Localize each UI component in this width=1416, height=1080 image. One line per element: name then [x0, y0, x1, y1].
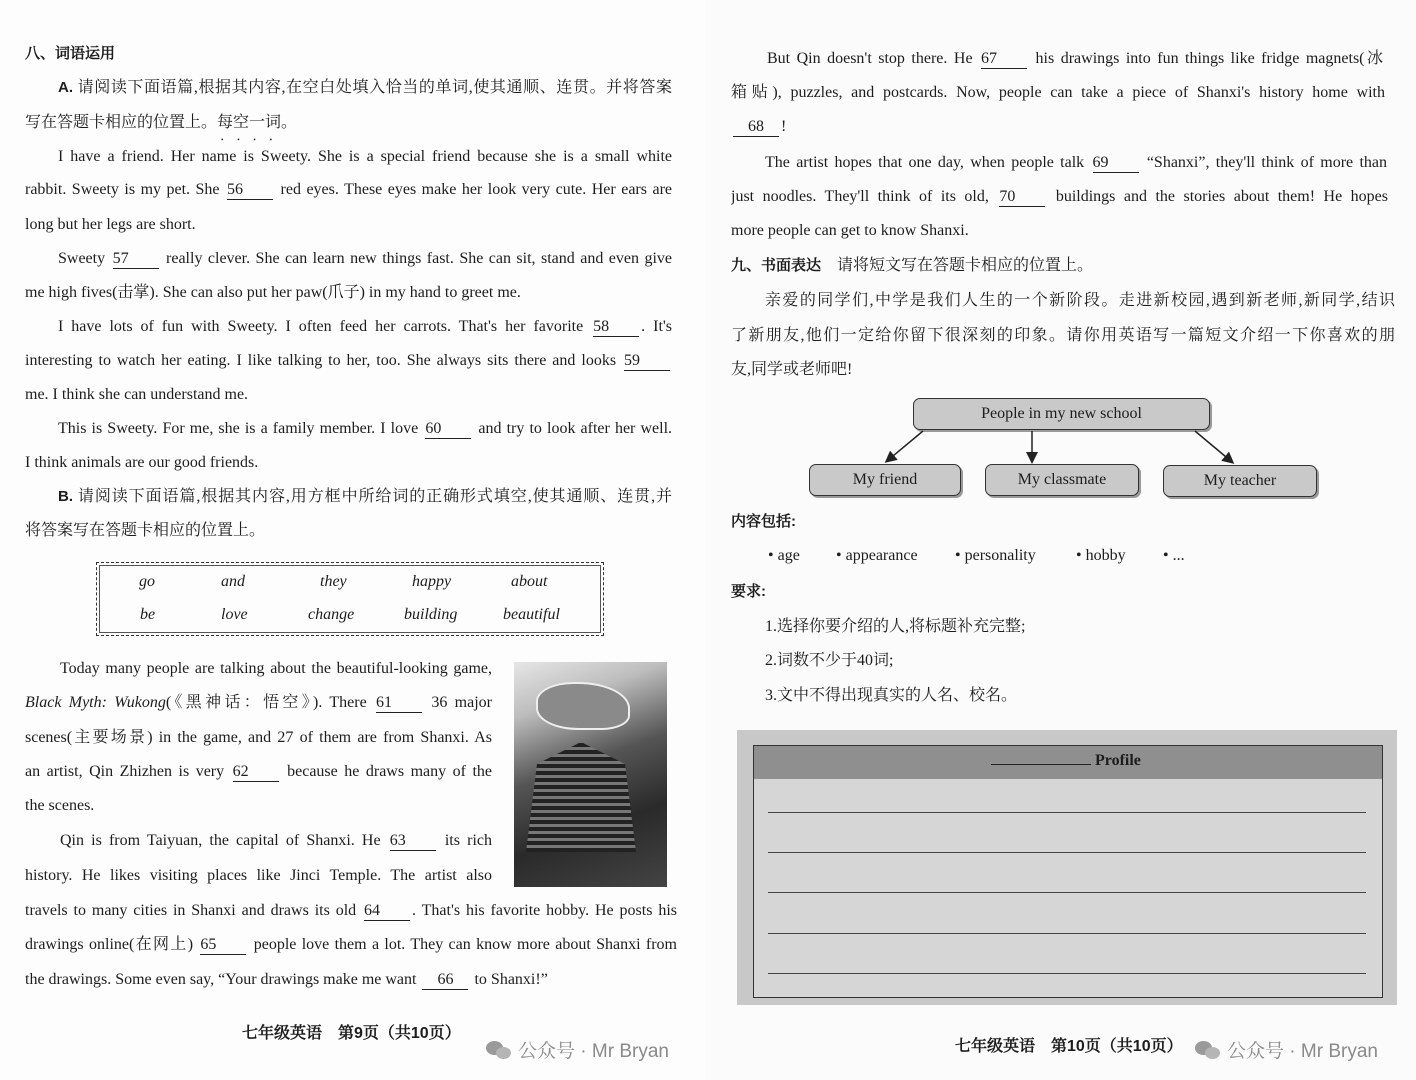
text-line: [58, 417, 672, 441]
watermark: [486, 1036, 669, 1063]
diagram-node: My teacher: [1163, 465, 1317, 497]
watermark: [1195, 1036, 1378, 1063]
answer-blank[interactable]: 67: [981, 50, 1027, 69]
text-line: [25, 760, 492, 784]
text-line: [731, 580, 766, 604]
word: and: [221, 573, 245, 590]
text: red eyes. These eyes make her look very cute. Her ears are: [275, 181, 672, 198]
word: they: [320, 573, 347, 590]
text: buildings and the stories about them! He hopes: [1047, 188, 1388, 205]
answer-blank[interactable]: 66: [422, 971, 468, 990]
word-box: [96, 562, 604, 636]
heading: 九、书面表达: [731, 257, 822, 274]
text: travels to many cities in Shanxi and draws its old: [25, 902, 363, 919]
text: an artist, Qin Zhizhen is very: [25, 763, 231, 780]
text: just noodles. They'll think of its old,: [731, 188, 998, 205]
text-line: [25, 794, 94, 818]
text: . It's: [641, 318, 672, 335]
answer-blank[interactable]: 63: [390, 832, 436, 851]
page-9: [0, 0, 705, 1080]
text-line: [25, 691, 492, 715]
heading: 要求:: [731, 583, 766, 600]
text: history. He likes visiting places like Jinci Temple. The artist also: [25, 867, 492, 884]
text: 1.选择你要介绍的人,将标题补充完整;: [765, 618, 1026, 635]
text: its rich: [437, 832, 492, 849]
answer-blank[interactable]: 62: [233, 763, 279, 782]
text: . That's his favorite hobby. He posts his: [412, 902, 677, 919]
text-line: [58, 76, 672, 100]
artwork-photo: [514, 662, 667, 887]
answer-blank[interactable]: 61: [376, 694, 422, 713]
text: 将答案写在答题卡相应的位置上。: [25, 522, 266, 539]
answer-blank[interactable]: 57: [113, 250, 159, 269]
text-line: [765, 684, 1017, 708]
text-line: [60, 829, 492, 853]
text-line: [765, 289, 1395, 313]
emphasis-text: 每空一词 • • • •: [217, 114, 281, 131]
writing-line: [768, 812, 1366, 813]
word: change: [308, 606, 355, 623]
text: really clever. She can learn new things fast. She can sit, stand and even give: [160, 250, 672, 267]
text-line: [25, 213, 196, 237]
profile-title: Profile: [1095, 752, 1141, 769]
text: 36 major: [424, 694, 492, 711]
writing-line: [768, 852, 1366, 853]
text-line: [58, 485, 672, 509]
answer-blank[interactable]: 65: [200, 936, 246, 955]
text-line: [60, 657, 492, 681]
bullet-item: • age: [768, 547, 800, 564]
text: his drawings into fun things like fridge magnets(冰: [1029, 50, 1383, 67]
text-line: [731, 510, 796, 534]
text-line: [25, 899, 677, 923]
bullet-item: • personality: [955, 547, 1036, 564]
text-line: [25, 111, 297, 135]
text: Qin is from Taiyuan, the capital of Shanxi. He: [60, 832, 388, 849]
bullet-item: • appearance: [836, 547, 918, 564]
section-title: 八、词语运用: [25, 45, 116, 62]
text: long but her legs are short.: [25, 216, 196, 233]
answer-blank[interactable]: 64: [364, 902, 410, 921]
text: 了新朋友,他们一定给你留下很深刻的印象。请你用英语写一篇短文介绍一下你喜欢的朋: [731, 327, 1395, 344]
text: 亲爱的同学们,中学是我们人生的一个新阶段。走进新校园,遇到新老师,新同学,结识: [765, 292, 1395, 309]
heading: B.: [58, 488, 73, 505]
word: about: [511, 573, 548, 590]
diagram-node: My classmate: [985, 464, 1139, 496]
word: go: [139, 573, 155, 590]
writing-line: [768, 973, 1366, 974]
text-line: [58, 247, 672, 271]
text: I have lots of fun with Sweety. I often feed her carrots. That's her favorite: [58, 318, 592, 335]
bullet-item: • ...: [1163, 547, 1185, 564]
diagram-root: People in my new school: [913, 398, 1210, 430]
heading: A.: [58, 79, 73, 96]
answer-blank[interactable]: 69: [1093, 154, 1139, 173]
text-line: [765, 649, 893, 673]
text: 请将短文写在答题卡相应的位置上。: [821, 257, 1094, 274]
text-line: [731, 324, 1395, 348]
text-line: [731, 254, 1093, 278]
title-blank[interactable]: [991, 764, 1091, 765]
text: to Shanxi!”: [470, 971, 548, 988]
text: The artist hopes that one day, when people talk: [765, 154, 1091, 171]
answer-blank[interactable]: 60: [425, 420, 471, 439]
watermark-text: 公众号 · Mr Bryan: [1227, 1041, 1378, 1062]
text-line: [25, 281, 521, 305]
text: 箱贴), puzzles, and postcards. Now, people can take a piece of Shanxi's history home with: [731, 84, 1385, 101]
diagram-node: My friend: [809, 464, 961, 496]
text-line: [25, 349, 672, 373]
text-line: [767, 47, 1383, 71]
text: me high fives(击掌). She can also put her paw(爪子) in my hand to greet me.: [25, 284, 521, 301]
text: 友,同学或老师吧!: [731, 361, 853, 378]
text-line: [25, 968, 548, 992]
writing-line: [768, 933, 1366, 934]
text: I think animals are our good friends.: [25, 454, 259, 471]
text-line: [731, 219, 969, 243]
answer-blank[interactable]: 58: [593, 318, 639, 337]
text-line: [25, 933, 677, 957]
text-line: [25, 178, 672, 202]
text: I have a friend. Her name is Sweety. She is a special friend because she is a small white: [58, 148, 672, 165]
text-line: [25, 864, 492, 888]
text-line: [731, 115, 786, 139]
answer-blank[interactable]: 70: [999, 188, 1045, 207]
text: Sweety: [58, 250, 111, 267]
text: drawings online(在网上): [25, 936, 199, 953]
text-line: [25, 451, 258, 475]
answer-blank[interactable]: 59: [624, 352, 670, 371]
page-footer: 七年级英语 第9页（共10页）: [242, 1025, 461, 1042]
text-line: [731, 81, 1385, 105]
text-line: [25, 383, 248, 407]
answer-blank[interactable]: 56: [227, 181, 273, 200]
bullet-item: • hobby: [1076, 547, 1126, 564]
profile-writing-area[interactable]: [753, 745, 1383, 998]
text: because he draws many of the: [280, 763, 492, 780]
text: 3.文中不得出现真实的人名、校名。: [765, 687, 1018, 704]
text-line: [765, 151, 1387, 175]
text: 请阅读下面语篇,根据其内容,用方框中所给词的正确形式填空,使其通顺、连贯,并: [73, 488, 672, 505]
text: the scenes.: [25, 797, 95, 814]
word: love: [221, 606, 248, 623]
wechat-icon: [1195, 1039, 1221, 1061]
page-footer: 七年级英语 第10页（共10页）: [955, 1038, 1183, 1055]
text: !: [781, 118, 787, 135]
text: interesting to watch her eating. I like talking to her, too. She always sits there and looks: [25, 352, 622, 369]
word: building: [404, 606, 458, 623]
text: rabbit. Sweety is my pet. She: [25, 181, 226, 198]
text: people love them a lot. They can know more about Shanxi from: [248, 936, 677, 953]
text-line: [731, 185, 1388, 209]
word: happy: [412, 573, 452, 590]
text-line: [25, 726, 492, 750]
game-title: Black Myth: Wukong: [25, 694, 166, 711]
text: 请阅读下面语篇,根据其内容,在空白处填入恰当的单词,使其通顺、连贯。并将答案: [73, 79, 672, 96]
text-line: [58, 315, 672, 339]
text: and try to look after her well.: [473, 420, 672, 437]
text: scenes(主要场景) in the game, and 27 of them are from Shanxi. As: [25, 729, 492, 746]
text: “Shanxi”, they'll think of more than: [1140, 154, 1387, 171]
heading: 内容包括:: [731, 513, 796, 530]
text-line: [731, 358, 852, 382]
word: be: [140, 606, 156, 623]
wechat-icon: [486, 1039, 512, 1061]
word: beautiful: [503, 606, 560, 623]
profile-header: [754, 746, 1382, 779]
text: me. I think she can understand me.: [25, 386, 249, 403]
text: 。: [281, 114, 298, 131]
watermark-text: 公众号 · Mr Bryan: [518, 1041, 669, 1062]
answer-blank[interactable]: 68: [733, 118, 779, 137]
text: the drawings. Some even say, “Your drawings make me want: [25, 971, 421, 988]
text: This is Sweety. For me, she is a family member. I love: [58, 420, 424, 437]
text-line: [765, 615, 1025, 639]
writing-line: [768, 892, 1366, 893]
text: more people can get to know Shanxi.: [731, 222, 969, 239]
text: 写在答题卡相应的位置上。: [25, 114, 218, 131]
text: Today many people are talking about the beautiful-looking game,: [60, 660, 492, 677]
text-line: [58, 145, 672, 169]
text: But Qin doesn't stop there. He: [767, 50, 980, 67]
text: 2.词数不少于40词;: [765, 652, 894, 669]
text-line: [25, 519, 265, 543]
text: (《黑神话：悟空》). There: [165, 694, 375, 711]
